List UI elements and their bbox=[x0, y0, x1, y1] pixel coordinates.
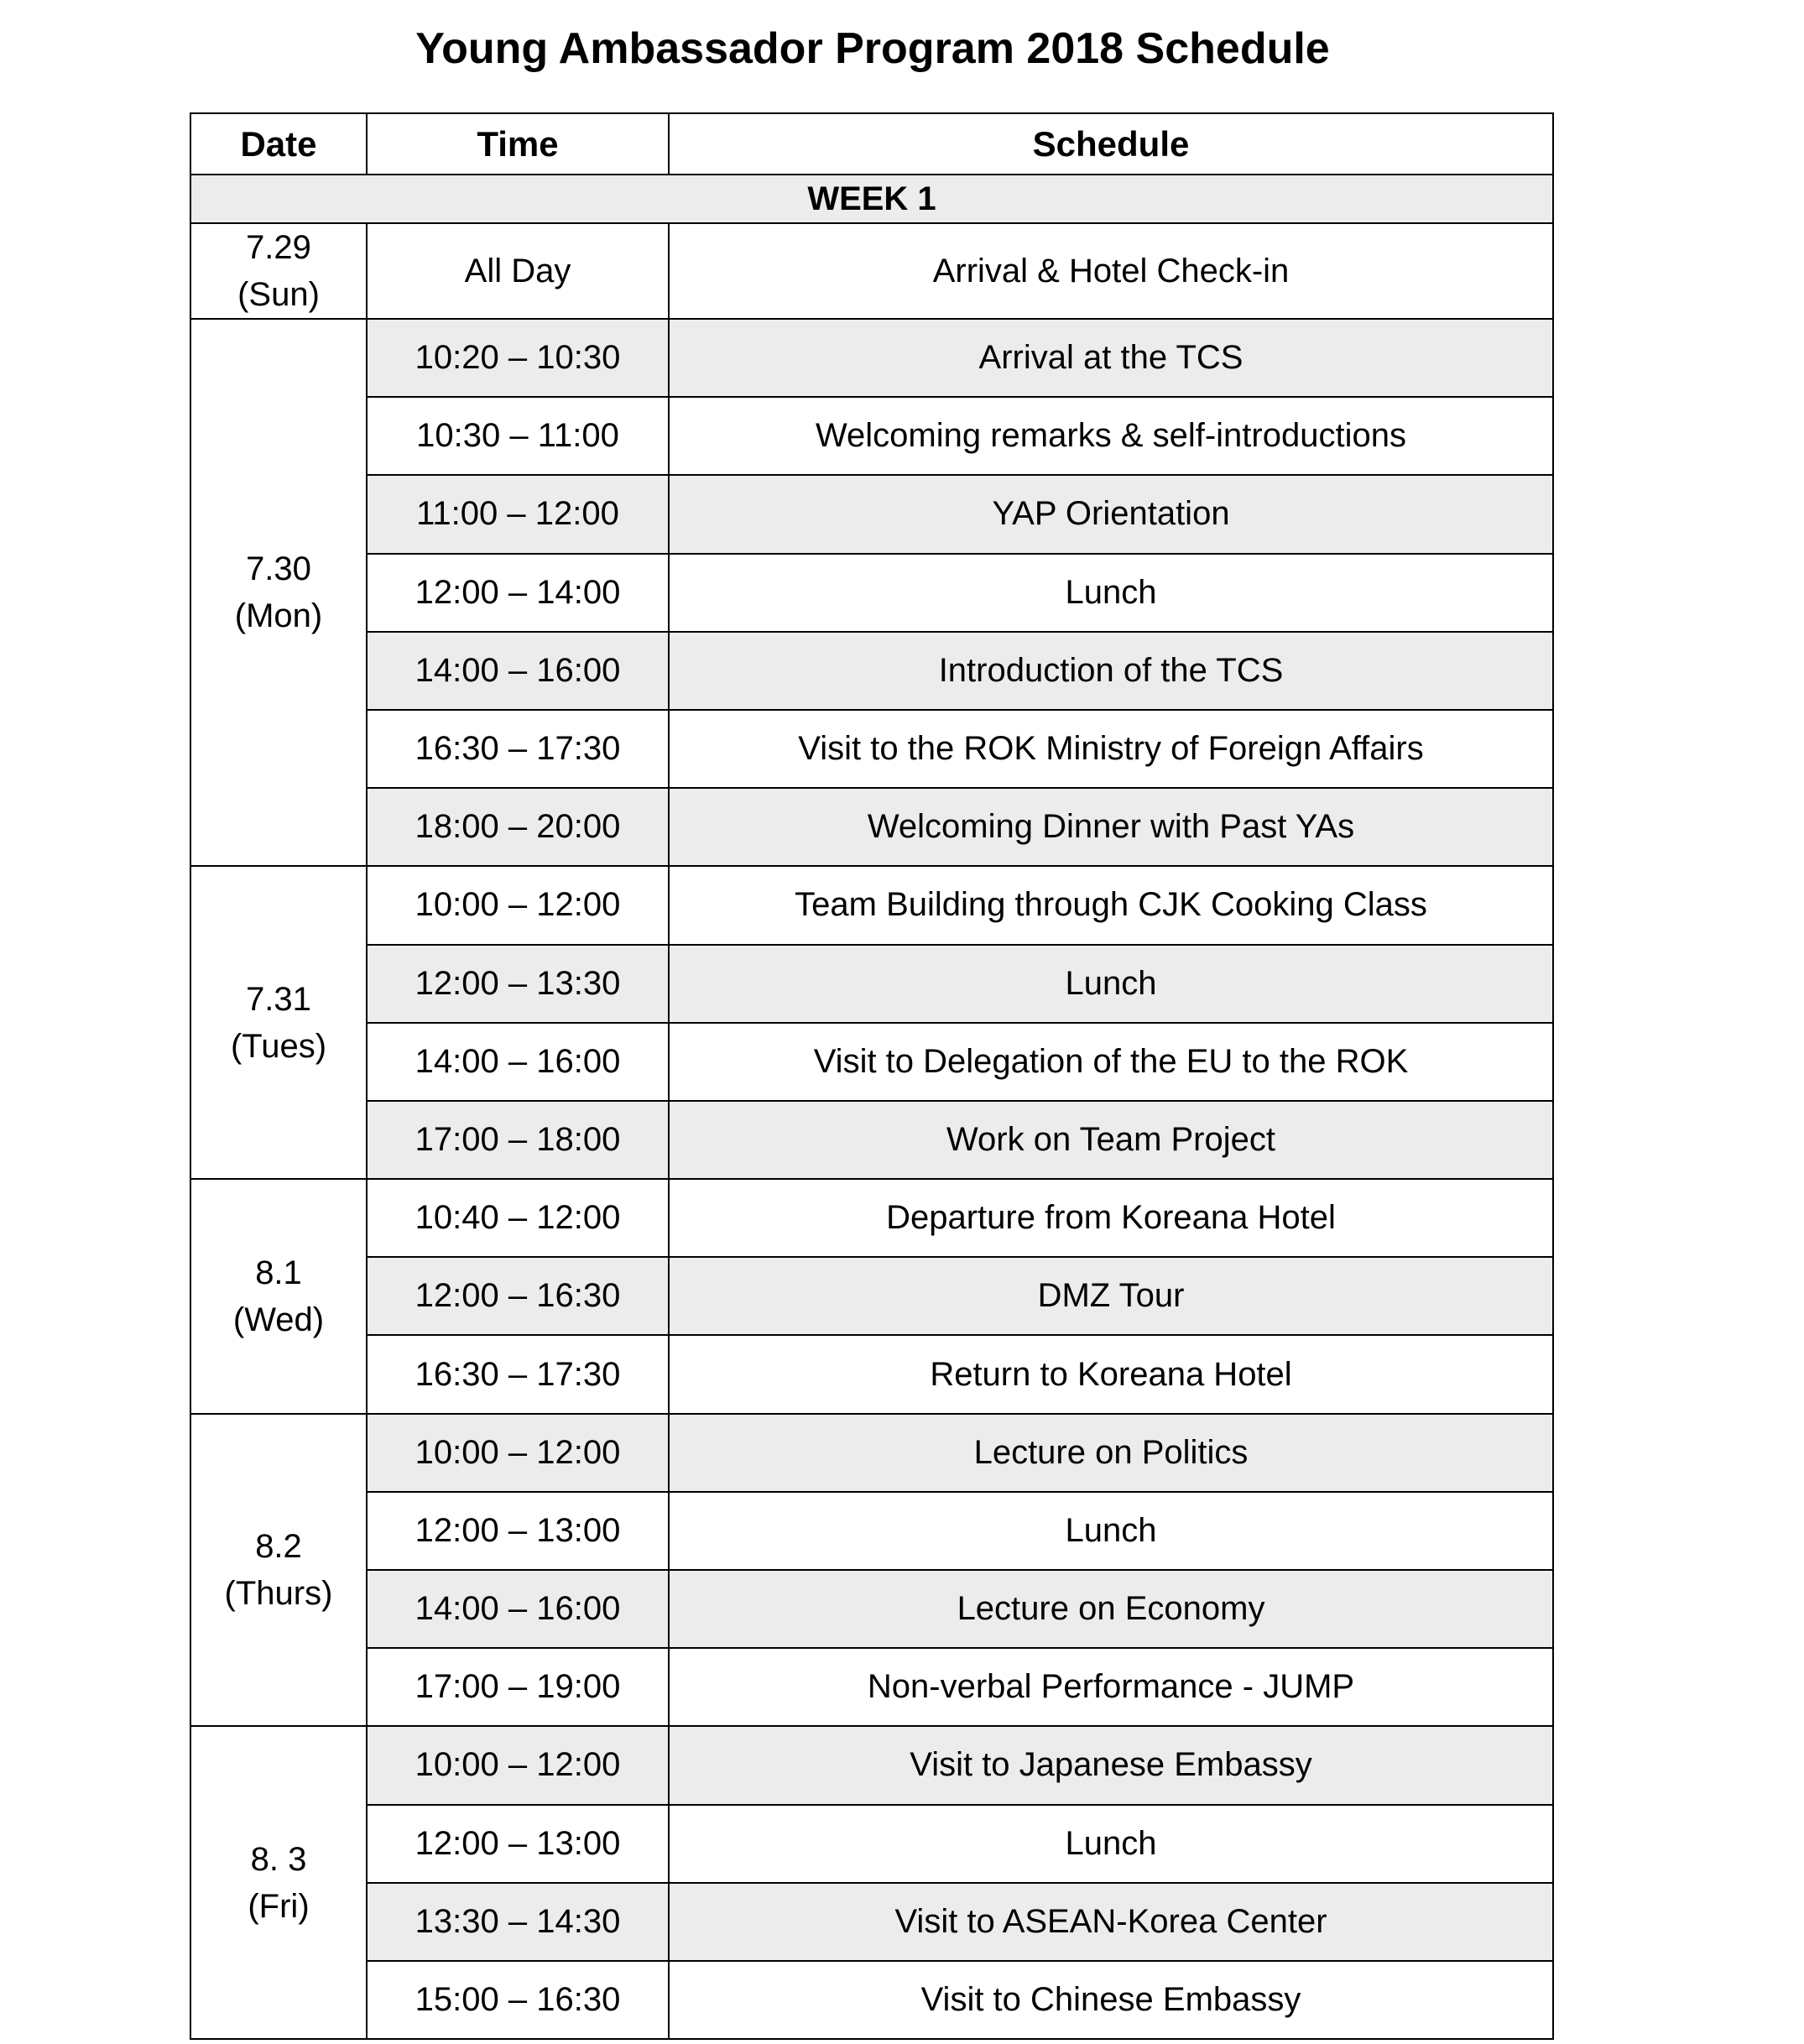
table-row bbox=[190, 1101, 1553, 1179]
schedule-cell: Arrival & Hotel Check-in bbox=[669, 223, 1553, 319]
schedule-cell: Lunch bbox=[669, 945, 1553, 1023]
weekday-value: (Mon) bbox=[234, 597, 323, 635]
table-row bbox=[190, 710, 1553, 788]
schedule-cell: Lunch bbox=[669, 1492, 1553, 1570]
table-row bbox=[190, 1257, 1553, 1335]
table-row bbox=[190, 1023, 1553, 1101]
date-value: 8.1 bbox=[255, 1254, 302, 1291]
weekday-value: (Fri) bbox=[248, 1887, 310, 1925]
table-row bbox=[190, 554, 1553, 632]
table-row bbox=[190, 397, 1553, 475]
date-value: 7.30 bbox=[246, 550, 311, 588]
time-cell: 18:00 – 20:00 bbox=[367, 788, 669, 866]
week-row bbox=[190, 175, 1553, 223]
schedule-table bbox=[190, 112, 1554, 2040]
date-cell bbox=[190, 319, 367, 866]
time-cell: 17:00 – 19:00 bbox=[367, 1648, 669, 1726]
table-row bbox=[190, 475, 1553, 553]
table-row bbox=[190, 632, 1553, 710]
table-row bbox=[190, 866, 1553, 944]
time-cell: 12:00 – 16:30 bbox=[367, 1257, 669, 1335]
time-cell: 12:00 – 13:30 bbox=[367, 945, 669, 1023]
time-cell: 16:30 – 17:30 bbox=[367, 710, 669, 788]
schedule-cell: Visit to Japanese Embassy bbox=[669, 1726, 1553, 1804]
week-label: WEEK 1 bbox=[190, 175, 1553, 223]
schedule-cell: Welcoming Dinner with Past YAs bbox=[669, 788, 1553, 866]
weekday-value: (Thurs) bbox=[224, 1575, 333, 1612]
schedule-body bbox=[190, 175, 1553, 2039]
schedule-cell: Visit to the ROK Ministry of Foreign Affairs bbox=[669, 710, 1553, 788]
time-cell: 14:00 – 16:00 bbox=[367, 632, 669, 710]
time-cell: 12:00 – 13:00 bbox=[367, 1492, 669, 1570]
table-row bbox=[190, 1805, 1553, 1883]
schedule-cell: Welcoming remarks & self-introductions bbox=[669, 397, 1553, 475]
time-cell: All Day bbox=[367, 223, 669, 319]
table-row bbox=[190, 945, 1553, 1023]
table-row bbox=[190, 1726, 1553, 1804]
time-cell: 10:30 – 11:00 bbox=[367, 397, 669, 475]
schedule-cell: Visit to Chinese Embassy bbox=[669, 1961, 1553, 2039]
schedule-cell: Departure from Koreana Hotel bbox=[669, 1179, 1553, 1257]
table-row bbox=[190, 319, 1553, 397]
date-cell bbox=[190, 866, 367, 1179]
time-cell: 10:00 – 12:00 bbox=[367, 1726, 669, 1804]
schedule-cell: Introduction of the TCS bbox=[669, 632, 1553, 710]
header-row bbox=[190, 113, 1553, 175]
time-column-header: Time bbox=[367, 113, 669, 175]
table-row bbox=[190, 1883, 1553, 1961]
schedule-cell: Lunch bbox=[669, 554, 1553, 632]
schedule-cell: Team Building through CJK Cooking Class bbox=[669, 866, 1553, 944]
time-cell: 10:20 – 10:30 bbox=[367, 319, 669, 397]
time-cell: 14:00 – 16:00 bbox=[367, 1023, 669, 1101]
time-cell: 14:00 – 16:00 bbox=[367, 1570, 669, 1648]
weekday-value: (Sun) bbox=[237, 276, 320, 313]
date-cell bbox=[190, 1179, 367, 1414]
weekday-value: (Wed) bbox=[232, 1301, 325, 1338]
date-cell bbox=[190, 1726, 367, 2039]
schedule-cell: Non-verbal Performance - JUMP bbox=[669, 1648, 1553, 1726]
table-row bbox=[190, 1335, 1553, 1413]
date-cell bbox=[190, 223, 367, 319]
schedule-cell: Visit to Delegation of the EU to the ROK bbox=[669, 1023, 1553, 1101]
schedule-column-header: Schedule bbox=[669, 113, 1553, 175]
schedule-cell: Lunch bbox=[669, 1805, 1553, 1883]
time-cell: 10:00 – 12:00 bbox=[367, 1414, 669, 1492]
schedule-cell: YAP Orientation bbox=[669, 475, 1553, 553]
table-row bbox=[190, 788, 1553, 866]
table-row bbox=[190, 1648, 1553, 1726]
table-row bbox=[190, 1492, 1553, 1570]
date-value: 8. 3 bbox=[250, 1840, 307, 1878]
date-value: 7.29 bbox=[246, 229, 311, 266]
table-row bbox=[190, 1570, 1553, 1648]
schedule-cell: Return to Koreana Hotel bbox=[669, 1335, 1553, 1413]
time-cell: 12:00 – 14:00 bbox=[367, 554, 669, 632]
time-cell: 10:40 – 12:00 bbox=[367, 1179, 669, 1257]
time-cell: 17:00 – 18:00 bbox=[367, 1101, 669, 1179]
time-cell: 11:00 – 12:00 bbox=[367, 475, 669, 553]
table-row bbox=[190, 1414, 1553, 1492]
schedule-cell: Lecture on Politics bbox=[669, 1414, 1553, 1492]
schedule-cell: Work on Team Project bbox=[669, 1101, 1553, 1179]
time-cell: 16:30 – 17:30 bbox=[367, 1335, 669, 1413]
table-row bbox=[190, 1961, 1553, 2039]
page-title: Young Ambassador Program 2018 Schedule bbox=[415, 24, 1330, 73]
date-cell bbox=[190, 1414, 367, 1727]
date-value: 8.2 bbox=[255, 1528, 302, 1565]
time-cell: 12:00 – 13:00 bbox=[367, 1805, 669, 1883]
date-value: 7.31 bbox=[246, 980, 311, 1018]
schedule-cell: DMZ Tour bbox=[669, 1257, 1553, 1335]
schedule-cell: Arrival at the TCS bbox=[669, 319, 1553, 397]
schedule-cell: Visit to ASEAN-Korea Center bbox=[669, 1883, 1553, 1961]
time-cell: 10:00 – 12:00 bbox=[367, 866, 669, 944]
schedule-cell: Lecture on Economy bbox=[669, 1570, 1553, 1648]
table-row bbox=[190, 223, 1553, 319]
date-column-header: Date bbox=[190, 113, 367, 175]
time-cell: 15:00 – 16:30 bbox=[367, 1961, 669, 2039]
weekday-value: (Tues) bbox=[230, 1027, 327, 1065]
time-cell: 13:30 – 14:30 bbox=[367, 1883, 669, 1961]
table-row bbox=[190, 1179, 1553, 1257]
